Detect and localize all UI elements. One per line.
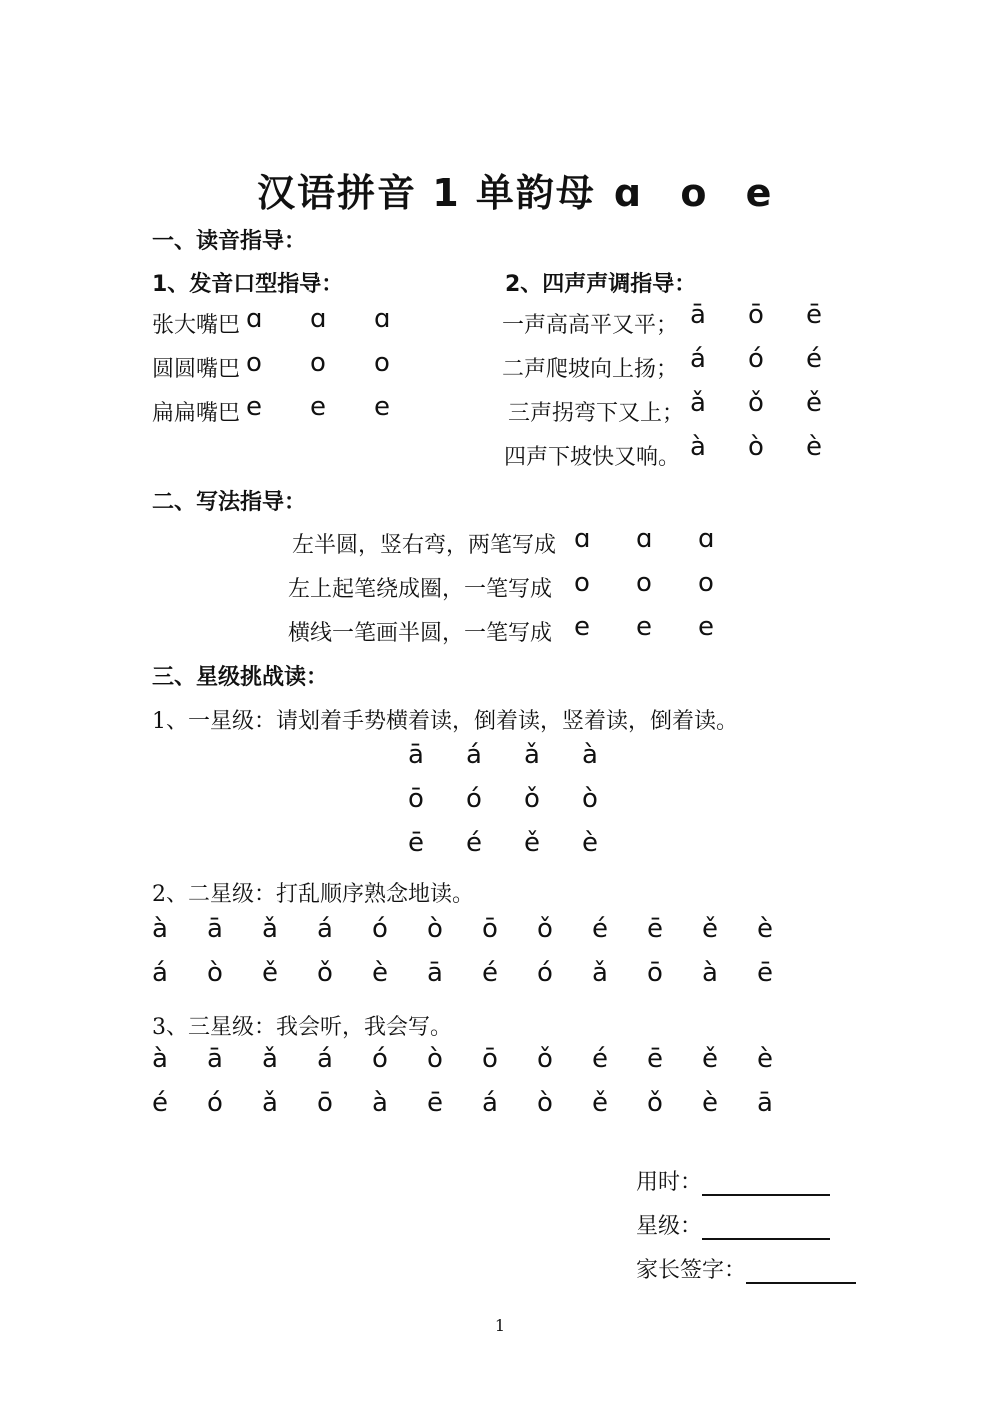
pinyin-letter: è xyxy=(582,828,598,858)
writing-label: 横线一笔画半圆，一笔写成 xyxy=(288,621,553,646)
pinyin-letter: ó xyxy=(207,1088,223,1118)
pinyin-letter: ō xyxy=(748,300,764,330)
pinyin-letter: ǒ xyxy=(537,914,553,944)
writing-label: 左上起笔绕成圈，一笔写成 xyxy=(288,577,553,602)
star-label: 星级： xyxy=(636,1214,703,1239)
pinyin-letter: o xyxy=(636,568,652,598)
star2-label: 2、二星级：打乱顺序熟念地读。 xyxy=(152,882,474,907)
pinyin-letter: è xyxy=(757,914,773,944)
pinyin-letter: e xyxy=(636,612,652,642)
section-2-heading: 二、写法指导： xyxy=(152,490,307,515)
pinyin-letter: ǎ xyxy=(262,1044,278,1074)
tone-label: 一声高高平又平； xyxy=(502,313,679,338)
pinyin-letter: ē xyxy=(427,1088,443,1118)
pinyin-letter: o xyxy=(574,568,590,598)
pinyin-letter: à xyxy=(152,1044,168,1074)
pinyin-letter: á xyxy=(317,1044,333,1074)
pinyin-letter: ó xyxy=(372,1044,388,1074)
pinyin-letter: ā xyxy=(408,740,424,770)
section-3-heading: 三、星级挑战读： xyxy=(152,665,329,690)
pinyin-letter: e xyxy=(574,612,590,642)
pinyin-letter: ǒ xyxy=(524,784,540,814)
pinyin-letter: ō xyxy=(317,1088,333,1118)
pinyin-letter: ě xyxy=(592,1088,608,1118)
pinyin-letter: ā xyxy=(207,1044,223,1074)
pinyin-letter: è xyxy=(757,1044,773,1074)
pinyin-letter: ó xyxy=(748,344,764,374)
pinyin-letter: o xyxy=(698,568,714,598)
pinyin-letter: ō xyxy=(482,914,498,944)
pinyin-letter: o xyxy=(246,348,262,378)
tone-label: 四声下坡快又响。 xyxy=(504,445,681,470)
pinyin-letter: ò xyxy=(537,1088,553,1118)
pinyin-letter: à xyxy=(702,958,718,988)
pinyin-letter: e xyxy=(246,392,262,422)
pinyin-letter: è xyxy=(372,958,388,988)
pinyin-letter: á xyxy=(152,958,168,988)
pinyin-letter: e xyxy=(310,392,326,422)
pinyin-letter: o xyxy=(310,348,326,378)
mouth-label: 圆圆嘴巴 xyxy=(152,357,241,382)
pinyin-letter: é xyxy=(152,1088,168,1118)
pinyin-letter: ā xyxy=(690,300,706,330)
pinyin-letter: ǒ xyxy=(748,388,764,418)
pinyin-letter: á xyxy=(482,1088,498,1118)
section-1-sub2: 2、四声声调指导： xyxy=(505,272,697,297)
writing-label: 左半圆，竖右弯，两笔写成 xyxy=(292,533,557,558)
pinyin-letter: ō xyxy=(408,784,424,814)
pinyin-letter: è xyxy=(702,1088,718,1118)
pinyin-letter: ɑ xyxy=(374,304,391,334)
pinyin-letter: ɑ xyxy=(246,304,263,334)
pinyin-letter: ē xyxy=(757,958,773,988)
star3-label: 3、三星级：我会听，我会写。 xyxy=(152,1015,452,1040)
pinyin-letter: à xyxy=(582,740,598,770)
pinyin-letter: e xyxy=(698,612,714,642)
pinyin-letter: e xyxy=(374,392,390,422)
pinyin-letter: ě xyxy=(806,388,822,418)
pinyin-letter: ē xyxy=(647,914,663,944)
section-1-sub1: 1、发音口型指导： xyxy=(152,272,344,297)
pinyin-letter: ò xyxy=(207,958,223,988)
tone-label: 三声拐弯下又上； xyxy=(508,401,685,426)
pinyin-letter: ě xyxy=(702,914,718,944)
mouth-label: 扁扁嘴巴 xyxy=(152,401,241,426)
sign-label: 家长签字： xyxy=(636,1258,747,1283)
pinyin-letter: ǎ xyxy=(262,914,278,944)
pinyin-letter: ɑ xyxy=(310,304,327,334)
pinyin-letter: á xyxy=(317,914,333,944)
pinyin-letter: ò xyxy=(427,914,443,944)
pinyin-letter: ɑ xyxy=(636,524,653,554)
pinyin-letter: o xyxy=(374,348,390,378)
pinyin-letter: ē xyxy=(806,300,822,330)
pinyin-letter: ē xyxy=(408,828,424,858)
title-letters: ɑ o e xyxy=(613,171,774,215)
section-1-heading: 一、读音指导： xyxy=(152,229,307,254)
pinyin-letter: ò xyxy=(748,432,764,462)
pinyin-letter: ǎ xyxy=(524,740,540,770)
page-title xyxy=(0,118,1000,217)
mouth-label: 张大嘴巴 xyxy=(152,313,241,338)
pinyin-letter: ò xyxy=(427,1044,443,1074)
pinyin-letter: ó xyxy=(372,914,388,944)
pinyin-letter: ò xyxy=(582,784,598,814)
pinyin-letter: ě xyxy=(524,828,540,858)
sign-blank[interactable] xyxy=(746,1262,856,1284)
tone-label: 二声爬坡向上扬； xyxy=(502,357,679,382)
pinyin-letter: á xyxy=(466,740,482,770)
pinyin-letter: é xyxy=(482,958,498,988)
pinyin-letter: ó xyxy=(466,784,482,814)
pinyin-letter: è xyxy=(806,432,822,462)
pinyin-letter: ě xyxy=(262,958,278,988)
pinyin-letter: ā xyxy=(427,958,443,988)
title-text: 汉语拼音 1 单韵母 xyxy=(257,171,596,215)
pinyin-letter: ā xyxy=(757,1088,773,1118)
pinyin-letter: ǎ xyxy=(262,1088,278,1118)
pinyin-letter: é xyxy=(592,914,608,944)
pinyin-letter: ā xyxy=(207,914,223,944)
pinyin-letter: ɑ xyxy=(574,524,591,554)
pinyin-letter: ǎ xyxy=(690,388,706,418)
pinyin-letter: ō xyxy=(647,958,663,988)
pinyin-letter: à xyxy=(152,914,168,944)
pinyin-letter: ǎ xyxy=(592,958,608,988)
pinyin-letter: ō xyxy=(482,1044,498,1074)
pinyin-letter: ǒ xyxy=(647,1088,663,1118)
page-number: 1 xyxy=(494,1316,506,1335)
pinyin-letter: ǒ xyxy=(317,958,333,988)
pinyin-letter: ǒ xyxy=(537,1044,553,1074)
pinyin-letter: ě xyxy=(702,1044,718,1074)
pinyin-letter: ɑ xyxy=(698,524,715,554)
sign-field xyxy=(622,1228,856,1284)
pinyin-letter: á xyxy=(690,344,706,374)
pinyin-letter: é xyxy=(806,344,822,374)
pinyin-letter: à xyxy=(690,432,706,462)
pinyin-letter: é xyxy=(466,828,482,858)
star1-label: 1、一星级：请划着手势横着读，倒着读，竖着读，倒着读。 xyxy=(152,709,738,734)
pinyin-letter: é xyxy=(592,1044,608,1074)
pinyin-letter: à xyxy=(372,1088,388,1118)
pinyin-letter: ē xyxy=(647,1044,663,1074)
time-label: 用时： xyxy=(636,1170,703,1195)
pinyin-letter: ó xyxy=(537,958,553,988)
